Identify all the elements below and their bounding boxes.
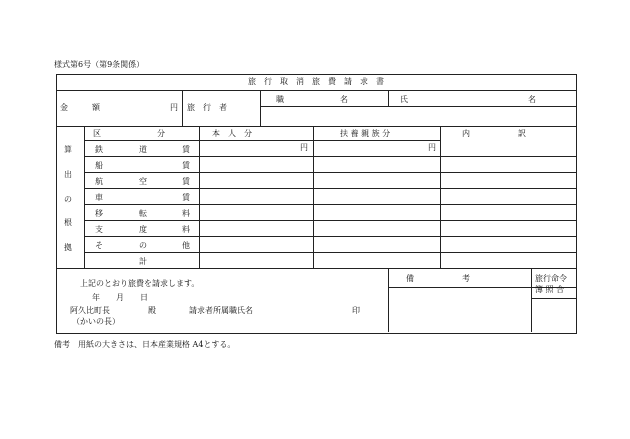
row-label-c: 料	[182, 209, 190, 218]
form-number: 様式第6号（第9条関係）	[54, 60, 145, 69]
row-label-b: の	[139, 241, 147, 250]
row-label-a: 鉄	[95, 145, 103, 154]
row-label-total: 計	[139, 257, 147, 266]
row-label-a: 移	[95, 209, 103, 218]
claim-statement: 上記のとおり旅費を請求します。	[80, 279, 200, 288]
amount-field[interactable]	[100, 92, 166, 124]
position-label: 職 名	[276, 95, 348, 104]
form-title: 旅 行 取 消 旅 費 請 求 書	[248, 77, 384, 86]
date-line: 年 月 日	[92, 293, 148, 302]
amount-label: 金 額	[60, 103, 100, 112]
travel-order-line1: 旅行命令	[535, 274, 567, 283]
row-label-a: そ	[95, 241, 103, 250]
row-label-c: 賃	[182, 177, 190, 186]
col-self: 本 人 分	[212, 129, 252, 138]
calc-label-1: 算	[64, 145, 72, 154]
col-dependents: 扶 養 親 族 分	[340, 129, 391, 138]
row-label-a: 航	[95, 177, 103, 186]
amount-yen: 円	[170, 103, 178, 112]
row-label-a: 船	[95, 161, 103, 170]
calc-label-5: 拠	[64, 243, 72, 252]
footnote: 備考 用紙の大きさは、日本産業規格 A4とする。	[54, 340, 236, 349]
col-breakdown: 内 訳	[462, 129, 526, 138]
row-label-b: 道	[139, 145, 147, 154]
row-label-a: 車	[95, 193, 103, 202]
self-yen: 円	[300, 143, 308, 152]
calc-label-4: 根	[64, 218, 72, 227]
name-field[interactable]	[390, 108, 574, 124]
row-label-c: 賃	[182, 145, 190, 154]
addressee: 阿久比町長	[70, 306, 110, 315]
row-label-c: 賃	[182, 193, 190, 202]
col-category: 区 分	[93, 129, 165, 138]
traveler-label: 旅 行 者	[187, 103, 227, 112]
remarks-label: 備 考	[406, 274, 470, 283]
row-label-b: 度	[139, 225, 147, 234]
remarks-field[interactable]	[390, 289, 529, 331]
addressee-sub: （かいの長）	[72, 317, 120, 326]
row-label-b: 空	[139, 177, 147, 186]
row-label-a: 支	[95, 225, 103, 234]
row-label-c: 賃	[182, 161, 190, 170]
dependents-yen: 円	[428, 143, 436, 152]
row-label-c: 他	[182, 241, 190, 250]
calc-label-3: の	[64, 195, 72, 204]
dono: 殿	[148, 306, 156, 315]
seal-mark: 印	[352, 306, 360, 315]
row-label-c: 料	[182, 225, 190, 234]
claimant-label: 請求者所属職氏名	[189, 306, 253, 315]
calc-label-2: 出	[64, 170, 72, 179]
position-field[interactable]	[262, 108, 386, 124]
row-label-b: 転	[139, 209, 147, 218]
travel-order-line2: 簿 照 合	[535, 285, 565, 294]
name-label: 氏 名	[400, 95, 536, 104]
